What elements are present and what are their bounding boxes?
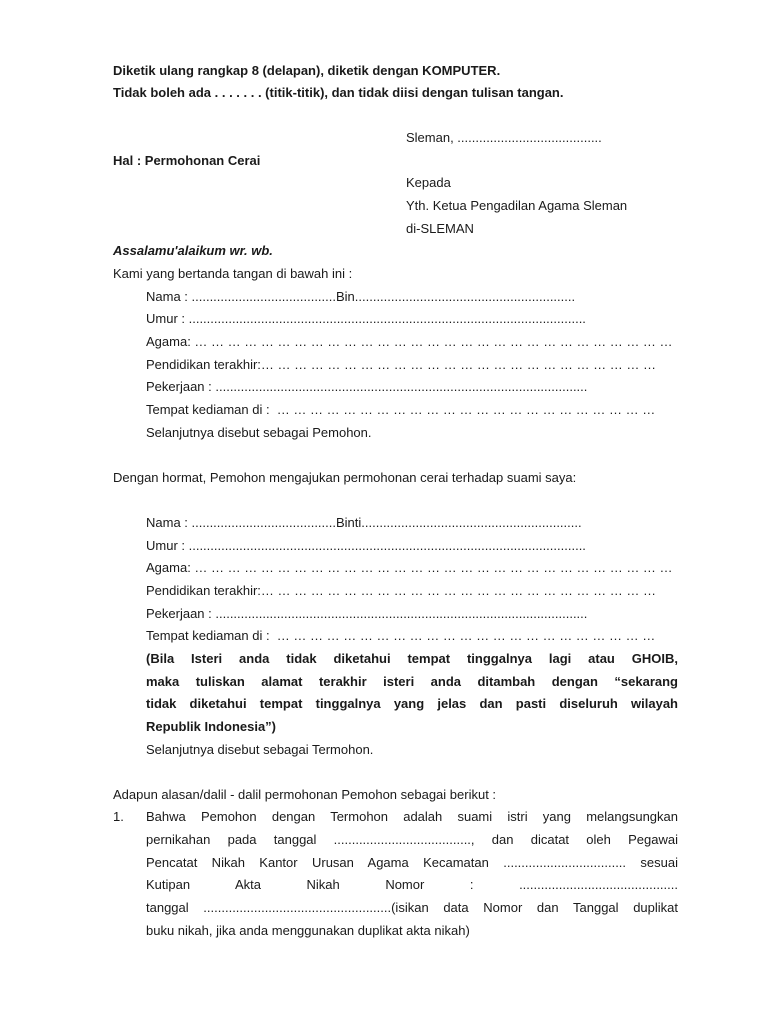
ghoib-note-line-4: Republik Indonesia”)	[146, 719, 277, 734]
item-1-line-2: pernikahan pada tanggal ......................................, dan dicatat oleh Pegawai	[146, 832, 678, 847]
termohon-tempat-field: Tempat kediaman di : … … … … … … … … … … … … … … … … … … … … … … …	[146, 628, 656, 643]
termohon-pendidikan-field: Pendidikan terakhir:… … … … … … … … … … … … … … … … … … … … … … … …	[146, 583, 656, 598]
subject-line: Hal : Permohonan Cerai	[113, 153, 261, 168]
intro-line: Kami yang bertanda tangan di bawah ini :	[113, 266, 353, 281]
item-1-line-5: tanggal ....................................................(isikan data Nomor dan Tanggal duplikat	[146, 900, 678, 915]
pemohon-selanjutnya: Selanjutnya disebut sebagai Pemohon.	[146, 425, 372, 440]
addressee-line-2: Yth. Ketua Pengadilan Agama Sleman	[406, 198, 628, 213]
greeting: Assalamu'alaikum wr. wb.	[113, 243, 273, 258]
place-date-line: Sleman, ........................................	[406, 130, 602, 145]
item-1-line-1: Bahwa Pemohon dengan Termohon adalah suami istri yang melangsungkan	[146, 809, 678, 824]
pemohon-tempat-field: Tempat kediaman di : … … … … … … … … … … … … … … … … … … … … … … …	[146, 402, 656, 417]
termohon-pekerjaan-field: Pekerjaan : .......................................................................................................	[146, 606, 588, 621]
pemohon-pendidikan-field: Pendidikan terakhir:… … … … … … … … … … … … … … … … … … … … … … … …	[146, 357, 656, 372]
termohon-nama-field: Nama : ........................................Binti.............................................................	[146, 515, 582, 530]
termohon-umur-field: Umur : ..............................................................................................................	[146, 538, 586, 553]
pemohon-nama-field: Nama : ........................................Bin.............................................................	[146, 289, 576, 304]
termohon-agama-field: Agama: … … … … … … … … … … … … … … … … … … … … … … … … … … … … …	[146, 560, 673, 575]
ghoib-note-line-3: tidak diketahui tempat tinggalnya yang jelas dan pasti diseluruh wilayah	[146, 696, 678, 711]
typing-note-line-1: Diketik ulang rangkap 8 (delapan), diketik dengan KOMPUTER.	[113, 63, 501, 78]
pemohon-umur-field: Umur : ..............................................................................................................	[146, 311, 586, 326]
ghoib-note-line-2: maka tuliskan alamat terakhir isteri anda ditambah dengan “sekarang	[146, 674, 678, 689]
ghoib-note-line-1: (Bila Isteri anda tidak diketahui tempat tinggalnya lagi atau GHOIB,	[146, 651, 678, 666]
addressee-line-1: Kepada	[406, 175, 451, 190]
item-1-line-3: Pencatat Nikah Kantor Urusan Agama Kecamatan .................................. sesuai	[146, 855, 678, 870]
alasan-intro-line: Adapun alasan/dalil - dalil permohonan Pemohon sebagai berikut :	[113, 787, 497, 802]
pemohon-pekerjaan-field: Pekerjaan : .......................................................................................................	[146, 379, 588, 394]
typing-note-line-2: Tidak boleh ada . . . . . . . (titik-titik), dan tidak diisi dengan tulisan tangan.	[113, 85, 564, 100]
item-1-line-6: buku nikah, jika anda menggunakan duplikat akta nikah)	[146, 923, 470, 938]
pemohon-agama-field: Agama: … … … … … … … … … … … … … … … … … … … … … … … … … … … … …	[146, 334, 673, 349]
addressee-line-3: di-SLEMAN	[406, 221, 474, 236]
item-1-number: 1.	[113, 809, 124, 824]
hormat-line: Dengan hormat, Pemohon mengajukan permohonan cerai terhadap suami saya:	[113, 470, 577, 485]
termohon-selanjutnya: Selanjutnya disebut sebagai Termohon.	[146, 742, 374, 757]
item-1-line-4: Kutipan Akta Nikah Nomor : ............................................	[146, 877, 678, 892]
